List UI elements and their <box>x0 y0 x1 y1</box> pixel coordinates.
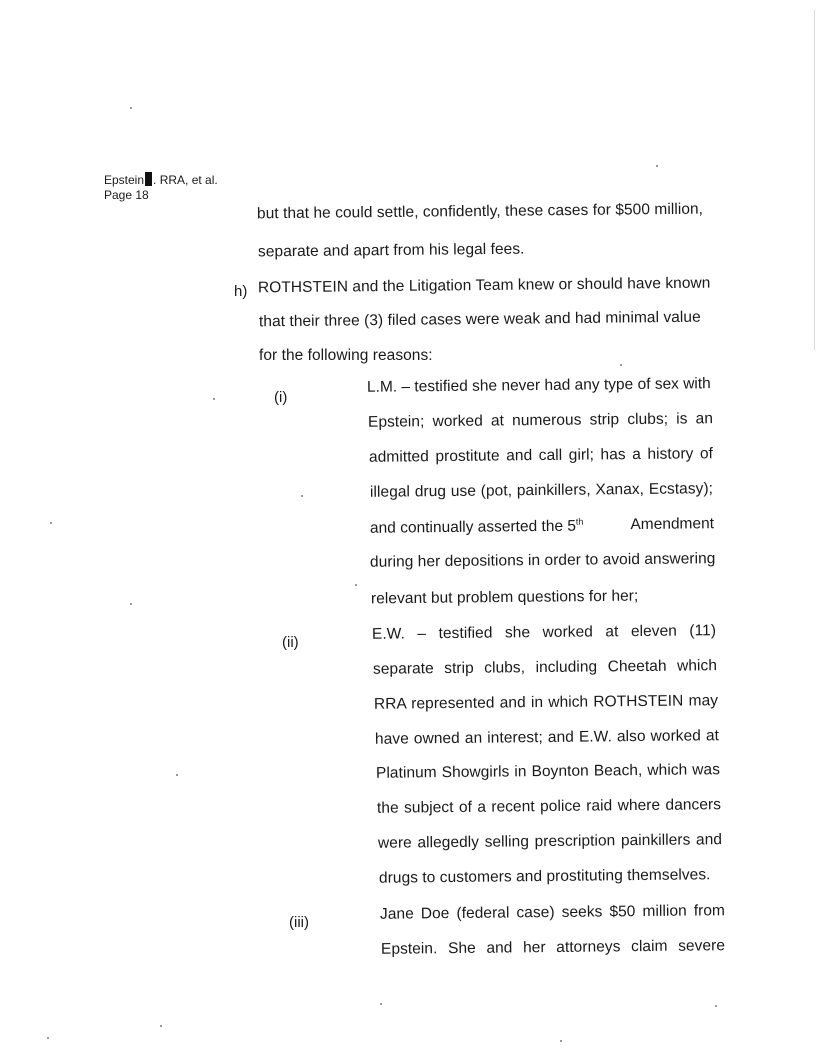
text-line: for the following reasons: <box>259 347 433 364</box>
text-line: separate strip clubs, including Cheetah which <box>372 657 718 678</box>
paragraph-marker-h: h) <box>234 283 248 300</box>
item-marker-i: (i) <box>274 389 288 406</box>
scan-speck <box>656 165 658 167</box>
scan-speck <box>130 603 132 605</box>
scan-speck <box>130 107 132 109</box>
scan-speck <box>47 1037 49 1039</box>
text-line: during her depositions in order to avoid answering <box>369 550 716 571</box>
text-line: but that he could settle, confidently, these cases for $500 million, <box>256 200 704 223</box>
scan-speck <box>560 1040 562 1042</box>
text-line: admitted prostitute and call girl; has a history of <box>368 445 714 466</box>
text-line: L.M. – testified she never had any type of sex with <box>366 375 711 396</box>
text-line: Epstein. She and her attorneys claim severe <box>380 937 726 958</box>
page-number: Page 18 <box>104 188 149 202</box>
scan-speck <box>620 364 622 366</box>
item-marker-ii: (ii) <box>282 634 299 651</box>
scan-speck <box>355 584 357 586</box>
case-caption: Epstein . RRA, et al. <box>104 173 218 187</box>
text-line: were allegedly selling prescription painkillers and <box>377 831 723 852</box>
text-line: illegal drug use (pot, painkillers, Xanax, Ecstasy); <box>369 480 714 501</box>
scan-edge <box>814 10 815 350</box>
text-line: E.W. – testified she worked at eleven (11) <box>371 622 717 643</box>
scan-speck <box>176 774 178 776</box>
text-line: separate and apart from his legal fees. <box>257 240 525 261</box>
text-line: Platinum Showgirls in Boynton Beach, which was <box>375 761 721 782</box>
text-line: RRA represented and in which ROTHSTEIN may <box>373 692 719 713</box>
redaction-box <box>145 172 152 186</box>
text-line: relevant but problem questions for her; <box>370 587 639 608</box>
scan-speck <box>50 522 52 524</box>
text-line: Epstein; worked at numerous strip clubs; is an <box>367 410 714 431</box>
scan-speck <box>715 1005 717 1007</box>
text-line: Jane Doe (federal case) seeks $50 million from <box>379 902 726 923</box>
scan-speck <box>301 495 303 497</box>
scan-speck <box>213 398 215 400</box>
superscript-th: th <box>575 516 584 527</box>
text-line: ROTHSTEIN and the Litigation Team knew or should have known <box>257 274 711 297</box>
scan-speck <box>380 1003 382 1005</box>
text-line: drugs to customers and prostituting themselves. <box>378 866 711 887</box>
text-line: and continually asserted the 5th Amendment <box>369 515 715 537</box>
text-line: have owned an interest; and E.W. also worked at <box>374 727 720 748</box>
text-line: the subject of a recent police raid where dancers <box>376 796 722 817</box>
item-marker-iii: (iii) <box>289 914 309 931</box>
page-header <box>104 172 218 203</box>
scan-speck <box>160 1025 162 1027</box>
text-line: that their three (3) filed cases were weak and had minimal value <box>258 308 701 331</box>
